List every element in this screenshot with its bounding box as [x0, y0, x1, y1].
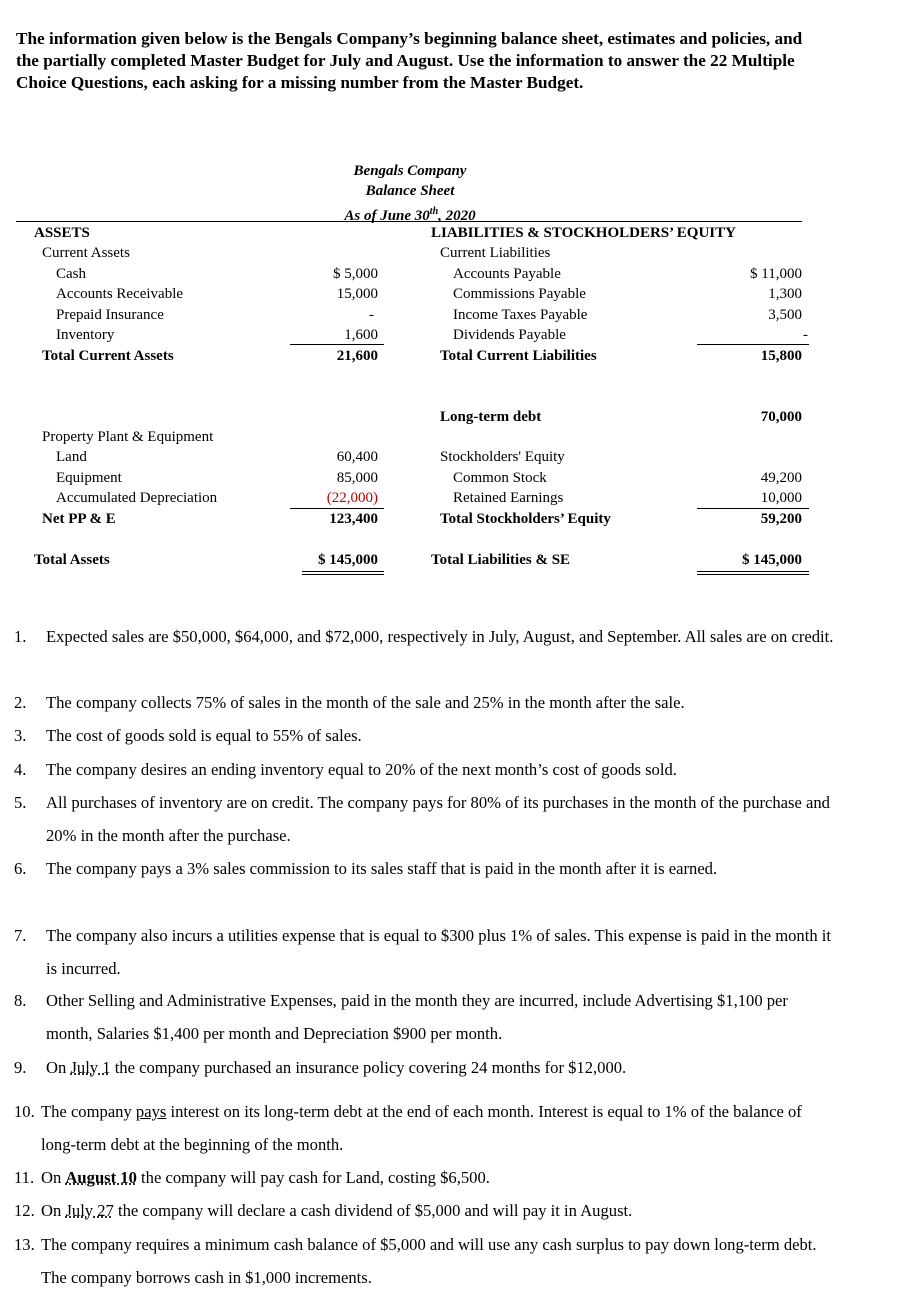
current-liabilities-label: Current Liabilities	[440, 245, 551, 261]
company-name: Bengals Company	[353, 163, 467, 179]
item-text: The cost of goods sold is equal to 55% of sales.	[46, 726, 362, 745]
common-stock-label: Common Stock	[453, 470, 547, 486]
prepaid-insurance-label: Prepaid Insurance	[56, 307, 164, 323]
item-text: On July 27 the company will declare a cash dividend of $5,000 and will pay it in August.	[41, 1201, 633, 1220]
header-rule	[16, 221, 802, 222]
emphasis-word: pays	[135, 1102, 167, 1121]
item-text: The company collects 75% of sales in the month of the sale and 25% in the month after the sale.	[46, 693, 685, 712]
date-reference: August 10	[65, 1168, 137, 1187]
total-liabilities-se-label: Total Liabilities & SE	[431, 552, 571, 568]
equipment-value: 85,000	[336, 470, 378, 486]
total-equity-value: 59,200	[760, 511, 802, 527]
ppe-label: Property Plant & Equipment	[42, 429, 214, 445]
rule	[290, 508, 384, 509]
stockholders-equity-label: Stockholders' Equity	[440, 449, 565, 465]
item-text: Other Selling and Administrative Expenses, paid in the month they are incurred, include Advertising $1,100 per month, Salaries $1,400 per month and Depreciation $900 per month.	[46, 991, 788, 1043]
income-taxes-payable-value: 3,500	[768, 307, 802, 323]
rule	[302, 574, 384, 575]
liabilities-header: LIABILITIES & STOCKHOLDERS’ EQUITY	[431, 225, 736, 241]
total-liabilities-se-value: $ 145,000	[742, 552, 802, 568]
long-term-debt-value: 70,000	[760, 409, 802, 425]
statement-date: As of June 30th, 2020	[344, 206, 476, 224]
item-text: The company requires a minimum cash balance of $5,000 and will use any cash surplus to pay down long-term debt. The company borrows cash in $1,000 increments.	[41, 1235, 817, 1287]
current-assets-label: Current Assets	[42, 245, 130, 261]
item-number: 8.	[14, 991, 27, 1010]
retained-earnings-label: Retained Earnings	[453, 490, 564, 506]
land-label: Land	[56, 449, 87, 465]
accounts-receivable-value: 15,000	[336, 286, 378, 302]
dividends-payable-value: -	[803, 327, 808, 343]
item-number: 2.	[14, 693, 27, 712]
rule	[697, 571, 809, 572]
statement-title: Balance Sheet	[365, 183, 455, 199]
intro-paragraph: The information given below is the Bengals Company’s beginning balance sheet, estimates and policies, and the partially completed Master Budget for July and August. Use the information to answer the 22 Multiple Choice Questions, each asking for a missing number from the Master Budget.	[16, 29, 803, 92]
total-current-liabilities-value: 15,800	[760, 348, 802, 364]
rule	[697, 344, 809, 345]
item-text: The company pays interest on its long-term debt at the end of each month. Interest is equal to 1% of the balance of long-term debt at the beginning of the month.	[41, 1102, 802, 1154]
date-reference: July 27	[65, 1201, 114, 1220]
cash-value: $ 5,000	[333, 266, 378, 282]
inventory-value: 1,600	[344, 327, 378, 343]
total-current-assets-value: 21,600	[336, 348, 378, 364]
item-text: The company also incurs a utilities expense that is equal to $300 plus 1% of sales. This expense is paid in the month it is incurred.	[46, 926, 831, 978]
total-equity-label: Total Stockholders’ Equity	[440, 511, 611, 527]
item-number: 5.	[14, 793, 27, 812]
equipment-label: Equipment	[56, 470, 122, 486]
dividends-payable-label: Dividends Payable	[453, 327, 566, 343]
rule	[290, 344, 384, 345]
item-text: On July 1 the company purchased an insurance policy covering 24 months for $12,000.	[46, 1058, 627, 1077]
accounts-payable-value: $ 11,000	[750, 266, 802, 282]
item-number: 11.	[14, 1168, 35, 1187]
item-number: 13.	[14, 1235, 35, 1254]
commissions-payable-value: 1,300	[768, 286, 802, 302]
item-text: On August 10 the company will pay cash for Land, costing $6,500.	[41, 1168, 490, 1187]
assets-header: ASSETS	[34, 225, 90, 241]
rule	[697, 508, 809, 509]
item-text: All purchases of inventory are on credit. The company pays for 80% of its purchases in the month of the purchase and 20% in the month after the purchase.	[46, 793, 830, 845]
inventory-label: Inventory	[56, 327, 115, 343]
item-number: 7.	[14, 926, 27, 945]
income-taxes-payable-label: Income Taxes Payable	[453, 307, 588, 323]
item-text: The company desires an ending inventory equal to 20% of the next month’s cost of goods sold.	[46, 760, 677, 779]
item-number: 6.	[14, 859, 27, 878]
prepaid-insurance-value: -	[369, 307, 374, 323]
total-assets-value: $ 145,000	[318, 552, 378, 568]
item-number: 4.	[14, 760, 27, 779]
rule	[302, 571, 384, 572]
item-number: 10.	[14, 1102, 35, 1121]
item-text: The company pays a 3% sales commission to its sales staff that is paid in the month after it is earned.	[46, 859, 718, 878]
land-value: 60,400	[336, 449, 378, 465]
rule	[697, 574, 809, 575]
item-number: 12.	[14, 1201, 35, 1220]
item-number: 3.	[14, 726, 27, 745]
common-stock-value: 49,200	[760, 470, 802, 486]
total-current-liabilities-label: Total Current Liabilities	[440, 348, 597, 364]
long-term-debt-label: Long-term debt	[440, 409, 542, 425]
item-text: Expected sales are $50,000, $64,000, and $72,000, respectively in July, August, and September. All sales are on credit.	[46, 627, 834, 646]
cash-label: Cash	[56, 266, 86, 282]
net-ppe-value: 123,400	[329, 511, 378, 527]
accounts-payable-label: Accounts Payable	[453, 266, 561, 282]
item-number: 1.	[14, 627, 27, 646]
item-number: 9.	[14, 1058, 27, 1077]
commissions-payable-label: Commissions Payable	[453, 286, 586, 302]
accumulated-depreciation-label: Accumulated Depreciation	[56, 490, 218, 506]
accounts-receivable-label: Accounts Receivable	[56, 286, 184, 302]
accumulated-depreciation-value: (22,000)	[326, 490, 378, 506]
net-ppe-label: Net PP & E	[42, 511, 116, 527]
date-reference: July 1	[70, 1058, 111, 1077]
total-current-assets-label: Total Current Assets	[42, 348, 174, 364]
retained-earnings-value: 10,000	[760, 490, 802, 506]
total-assets-label: Total Assets	[34, 552, 110, 568]
